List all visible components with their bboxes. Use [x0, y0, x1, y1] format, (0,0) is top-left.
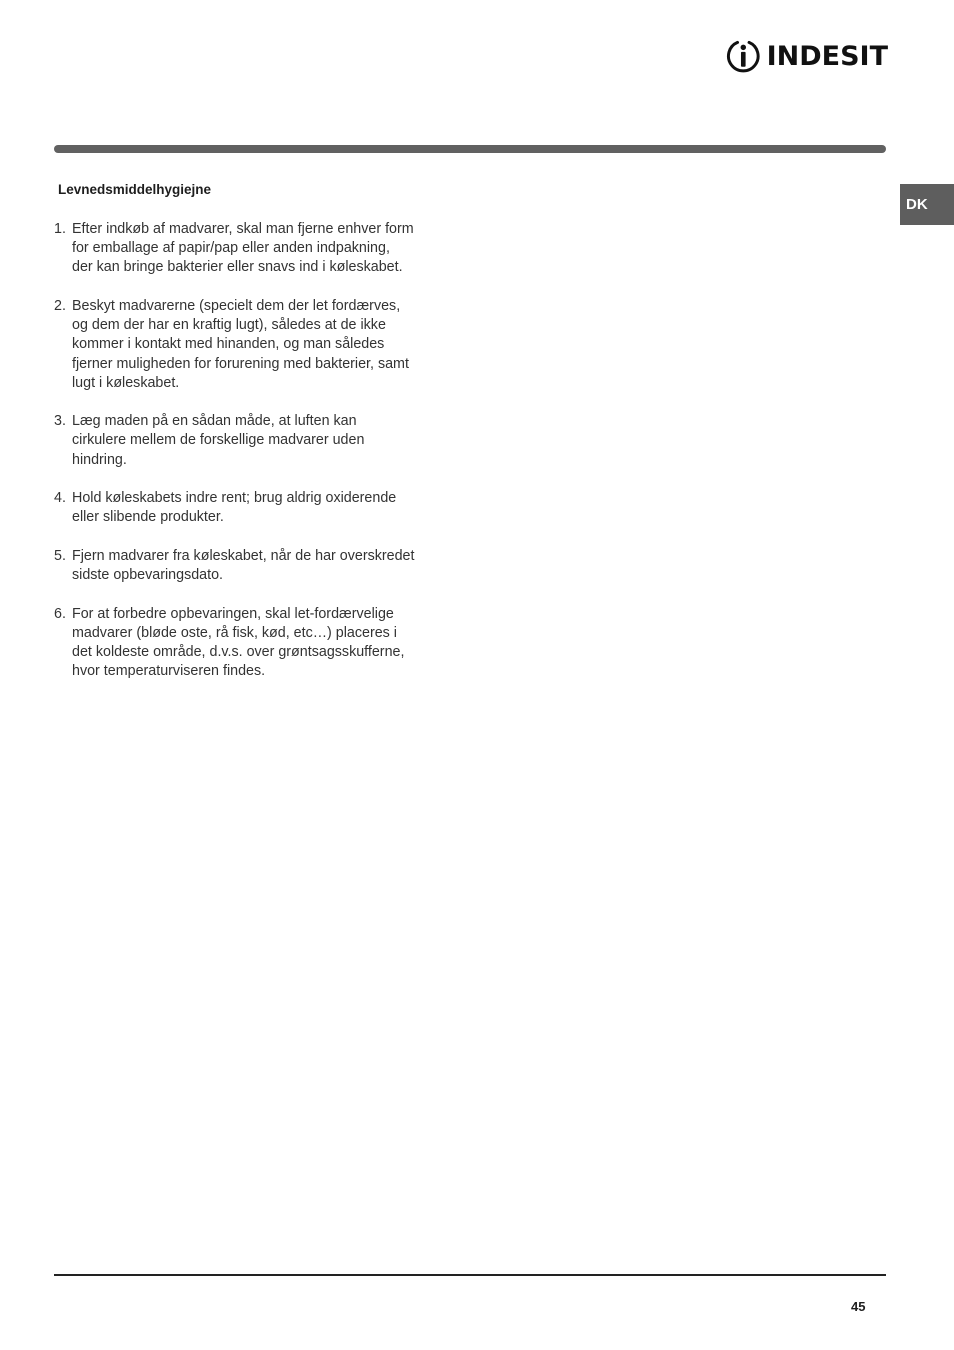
brand-name: INDESIT	[766, 40, 888, 72]
footer-divider	[54, 1274, 886, 1276]
list-item-number: 1.	[54, 221, 66, 237]
list-item-number: 5.	[54, 547, 66, 564]
list-item-number: 4.	[54, 490, 66, 507]
list-item	[54, 489, 454, 527]
hygiene-list	[54, 220, 454, 701]
list-item-text: Læg maden på en sådan måde, at luften kan cirkulere mellem de forskellige madvarer uden hindring.	[72, 413, 365, 468]
brand-logo	[726, 34, 888, 78]
list-item-number: 6.	[54, 605, 66, 622]
list-item	[54, 547, 454, 585]
list-item	[54, 605, 454, 682]
section-title: Levnedsmiddelhygiejne	[58, 182, 212, 197]
list-item-number: 2.	[54, 297, 66, 314]
list-item-number: 3.	[54, 413, 66, 430]
list-item	[54, 297, 454, 393]
header-divider-bar	[54, 145, 886, 153]
page-number: 45	[851, 1299, 866, 1314]
list-item-text: Beskyt madvarerne (specielt dem der let fordærves, og dem der har en kraftig lugt), således at de ikke kommer i kontakt med hinanden, og man således fjerner muligheden for forurening med bakterier, samt lugt i køleskabet.	[72, 297, 409, 391]
list-item-text: Fjern madvarer fra køleskabet, når de har overskredet sidste opbevaringsdato.	[72, 547, 415, 584]
language-tab: DK	[900, 184, 954, 225]
indesit-logo-icon	[726, 35, 761, 77]
list-item-text: Efter indkøb af madvarer, skal man fjerne enhver form for emballage af papir/pap eller anden indpakning, der kan bringe bakterier eller snavs ind i køleskabet.	[72, 221, 414, 276]
list-item-text: For at forbedre opbevaringen, skal let-fordærvelige madvarer (bløde oste, rå fisk, kød, etc…) placeres i det koldeste område, d.v.s. over grøntsagsskufferne, hvor temperaturviseren findes.	[72, 605, 405, 680]
list-item	[54, 412, 454, 470]
list-item	[54, 220, 454, 278]
list-item-text: Hold køleskabets indre rent; brug aldrig oxiderende eller slibende produkter.	[72, 490, 397, 526]
